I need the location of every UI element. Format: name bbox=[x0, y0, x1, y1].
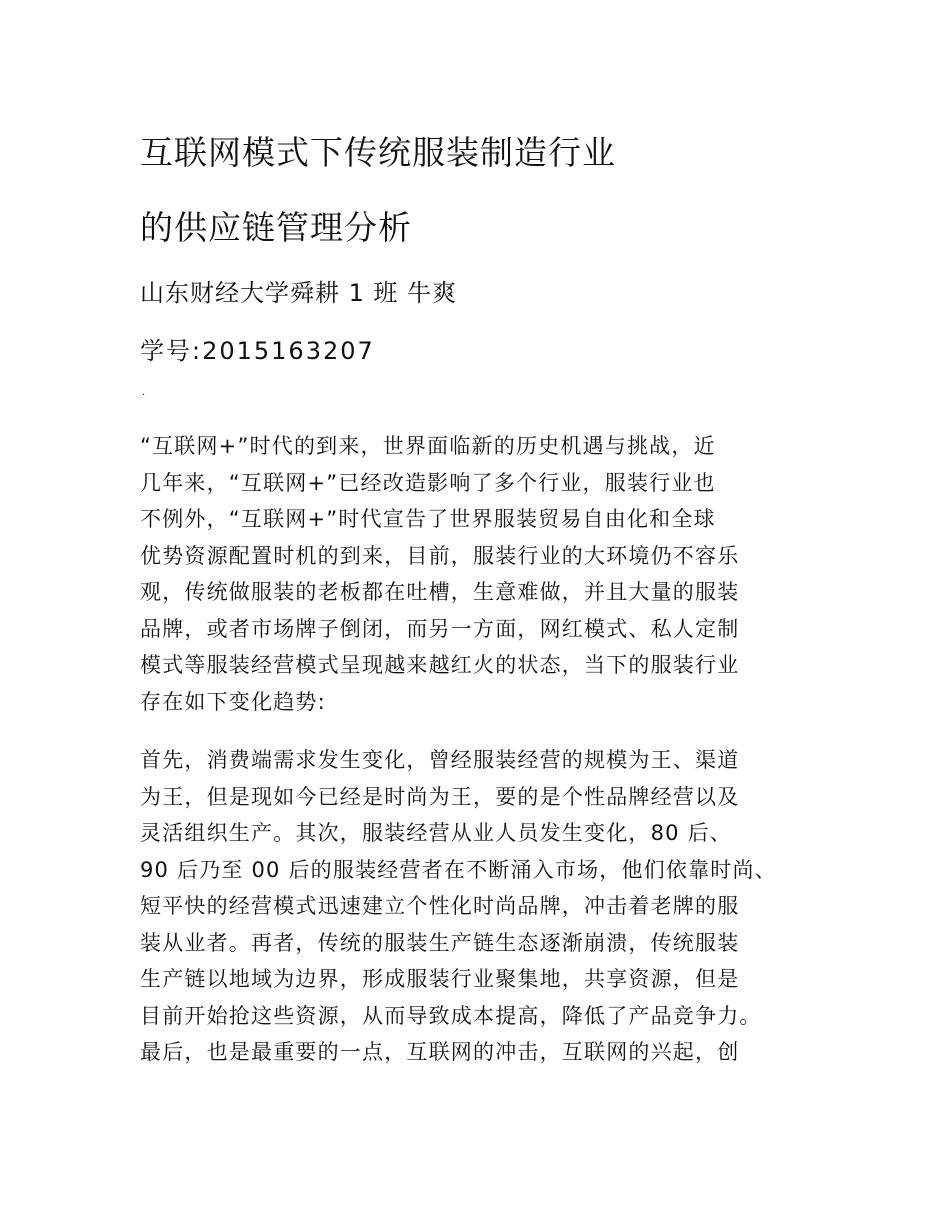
author-line: 山东财经大学舜耕 1 班 牛爽 bbox=[140, 279, 458, 307]
paragraph-line: 品牌，或者市场牌子倒闭，而另一方面，网红模式、私人定制 bbox=[140, 616, 740, 641]
paragraph-2 bbox=[140, 742, 820, 1071]
paragraph-line: 模式等服装经营模式呈现越来越红火的状态，当下的服装行业 bbox=[140, 653, 740, 677]
paragraph-line: 首先，消费端需求发生变化，曾经服装经营的规模为王、渠道 bbox=[140, 748, 740, 772]
paragraph-line: 90 后乃至 00 后的服装经营者在不断涌入市场，他们依靠时尚、 bbox=[140, 857, 777, 882]
separator-dot: . bbox=[142, 387, 146, 398]
document-title-line-1: 互联网模式下传统服装制造行业 bbox=[140, 133, 616, 172]
student-id-line: 学号:2015163207 bbox=[140, 337, 375, 365]
paragraph-line: “互联网+”时代的到来，世界面临新的历史机遇与挑战，近 bbox=[140, 434, 716, 458]
paragraph-line: 装从业者。再者，传统的服装生产链生态逐渐崩溃，传统服装 bbox=[140, 930, 740, 955]
paragraph-line: 几年来，“互联网+”已经改造影响了多个行业，服装行业也 bbox=[140, 470, 716, 495]
paragraph-line: 短平快的经营模式迅速建立个性化时尚品牌，冲击着老牌的服 bbox=[140, 894, 740, 918]
paragraph-line: 目前开始抢这些资源，从而导致成本提高，降低了产品竞争力。 bbox=[140, 1003, 762, 1028]
paragraph-line: 观，传统做服装的老板都在吐槽，生意难做，并且大量的服装 bbox=[140, 580, 740, 604]
paragraph-line: 不例外，“互联网+”时代宣告了世界服装贸易自由化和全球 bbox=[140, 507, 716, 531]
paragraph-line: 存在如下变化趋势: bbox=[140, 689, 326, 714]
paragraph-1 bbox=[140, 428, 820, 720]
paragraph-line: 生产链以地域为边界，形成服装行业聚集地，共享资源，但是 bbox=[140, 967, 740, 991]
paragraph-line: 最后，也是最重要的一点，互联网的冲击，互联网的兴起，创 bbox=[140, 1040, 740, 1064]
paragraph-line: 优势资源配置时机的到来，目前，服装行业的大环境仍不容乐 bbox=[140, 543, 740, 568]
paragraph-line: 为王，但是现如今已经是时尚为王，要的是个性品牌经营以及 bbox=[140, 784, 740, 809]
paragraph-line: 灵活组织生产。其次，服装经营从业人员发生变化，80 后、 bbox=[140, 821, 732, 845]
document-title-line-2: 的供应链管理分析 bbox=[140, 208, 412, 247]
